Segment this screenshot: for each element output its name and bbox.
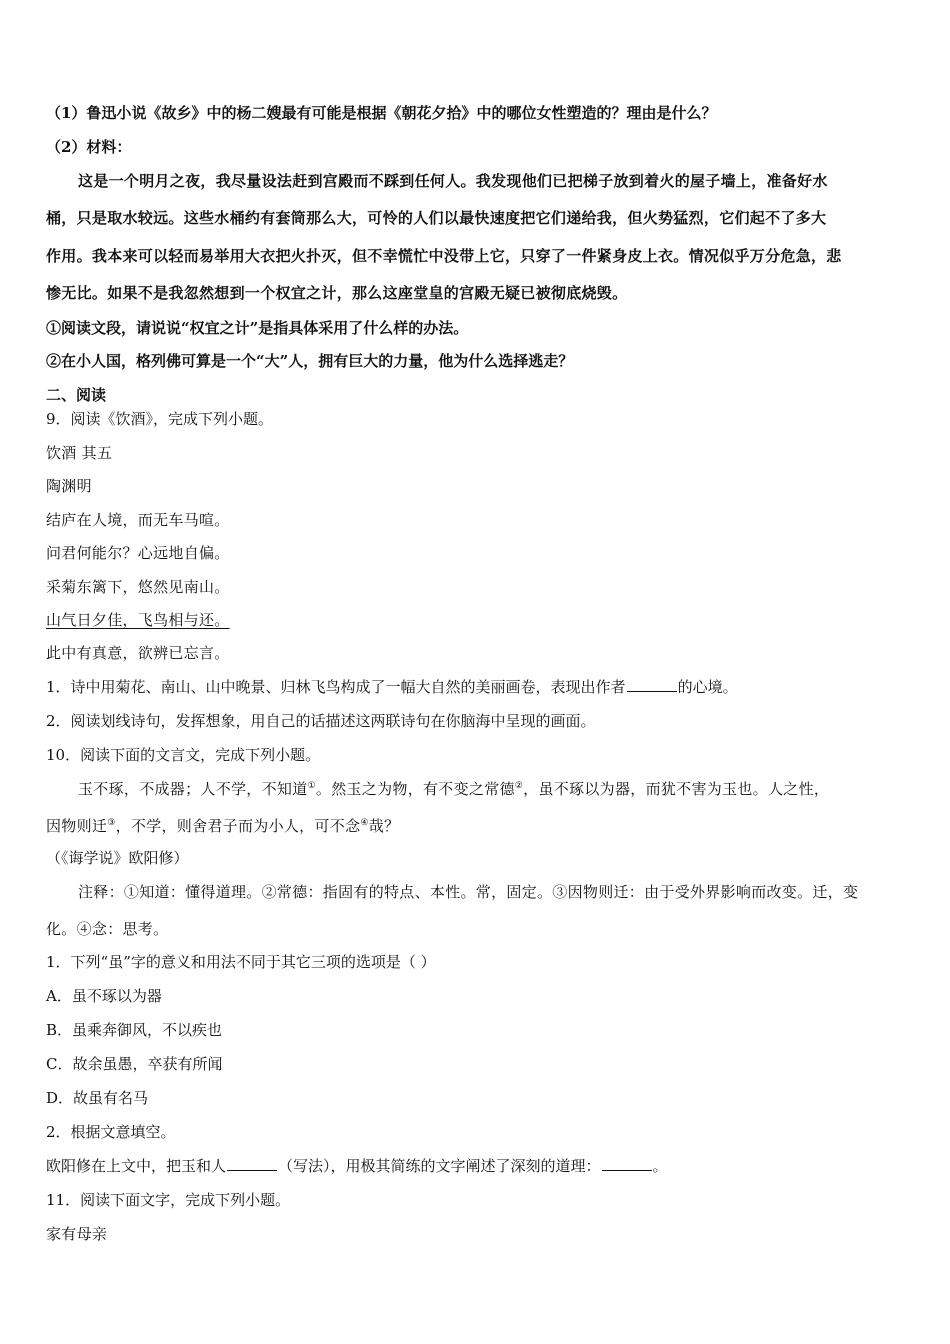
- q9-question-2: 2．阅读划线诗句，发挥想象，用自己的话描述这两联诗句在你脑海中呈现的画面。: [46, 712, 596, 730]
- annotation-line-2: 化。④念：思考。: [46, 920, 169, 938]
- q8-sub2: （2）材料：: [46, 138, 132, 156]
- q10-intro: 10．阅读下面的文言文，完成下列小题。: [46, 746, 321, 764]
- q8-sub1: （1）鲁迅小说《故乡》中的杨二嫂最有可能是根据《朝花夕拾》中的哪位女性塑造的？理由是什么？: [46, 104, 717, 122]
- poem-line-3: 采菊东篱下，悠然见南山。: [46, 578, 230, 596]
- poem-line-2: 问君何能尔？心远地自偏。: [46, 544, 230, 562]
- q11-intro: 11．阅读下面文字，完成下列小题。: [46, 1191, 291, 1209]
- material-line-1: 这是一个明月之夜，我尽量设法赶到宫殿而不踩到任何人。我发现他们已把梯子放到着火的屋子墙上，准备好水: [78, 172, 828, 190]
- option-c: C．故余虽愚，卒获有所闻: [46, 1055, 223, 1073]
- classical-source: （《诲学说》欧阳修）: [46, 849, 189, 867]
- q11-title: 家有母亲: [46, 1225, 108, 1243]
- poem-line-5: 此中有真意，欲辨已忘言。: [46, 644, 230, 662]
- poem-line-1: 结庐在人境，而无车马喧。: [46, 511, 230, 529]
- poem-line-4-underlined: 山气日夕佳，飞鸟相与还。: [46, 611, 230, 629]
- answer-blank[interactable]: [627, 677, 677, 692]
- answer-blank[interactable]: [602, 1156, 652, 1171]
- q8-question-a: ①阅读文段，请说说“权宜之计”是指具体采用了什么样的办法。: [46, 319, 469, 337]
- annotation-line-1: 注释：①知道：懂得道理。②常德：指固有的特点、本性。常，固定。③因物则迁：由于受外界影响而改变。迁，变: [78, 883, 859, 901]
- q10-fill-line: 欧阳修在上文中，把玉和人 （写法），用极其简练的文字阐述了深刻的道理： 。: [46, 1157, 668, 1175]
- classical-text-line-2: 因物则迁③，不学，则舍君子而为小人，可不念④哉？: [46, 817, 400, 835]
- classical-text-line-1: 玉不琢，不成器；人不学，不知道①。然玉之为物，有不变之常德②，虽不琢以为器，而犹不害为玉也。人之性，: [78, 780, 830, 798]
- q10-question-1: 1．下列“虽”字的意义和用法不同于其它三项的选项是（ ）: [46, 953, 436, 971]
- material-line-3: 作用。我本来可以轻而易举用大衣把火扑灭，但不幸慌忙中没带上它，只穿了一件紧身皮上衣。情况似乎万分危急，悲: [46, 247, 842, 265]
- section-heading: 二、阅读: [46, 386, 107, 404]
- q8-question-b: ②在小人国，格列佛可算是一个“大”人，拥有巨大的力量，他为什么选择逃走？: [46, 352, 574, 370]
- q9-question-1: 1．诗中用菊花、南山、山中晚景、归林飞鸟构成了一幅大自然的美丽画卷，表现出作者 的心境。: [46, 678, 738, 696]
- material-line-4: 惨无比。如果不是我忽然想到一个权宜之计，那么这座堂皇的宫殿无疑已被彻底烧毁。: [46, 284, 628, 302]
- poem-author: 陶渊明: [46, 477, 92, 495]
- answer-blank[interactable]: [227, 1156, 277, 1171]
- option-a: A．虽不琢以为器: [46, 987, 162, 1005]
- poem-title: 饮酒 其五: [46, 444, 113, 462]
- material-line-2: 桶，只是取水较远。这些水桶约有套筒那么大，可怜的人们以最快速度把它们递给我，但火势猛烈，它们起不了多大: [46, 209, 827, 227]
- option-b: B．虽乘奔御风，不以疾也: [46, 1021, 223, 1039]
- option-d: D．故虽有名马: [46, 1089, 149, 1107]
- q10-question-2: 2．根据文意填空。: [46, 1123, 176, 1141]
- q9-intro: 9．阅读《饮酒》，完成下列小题。: [46, 410, 274, 428]
